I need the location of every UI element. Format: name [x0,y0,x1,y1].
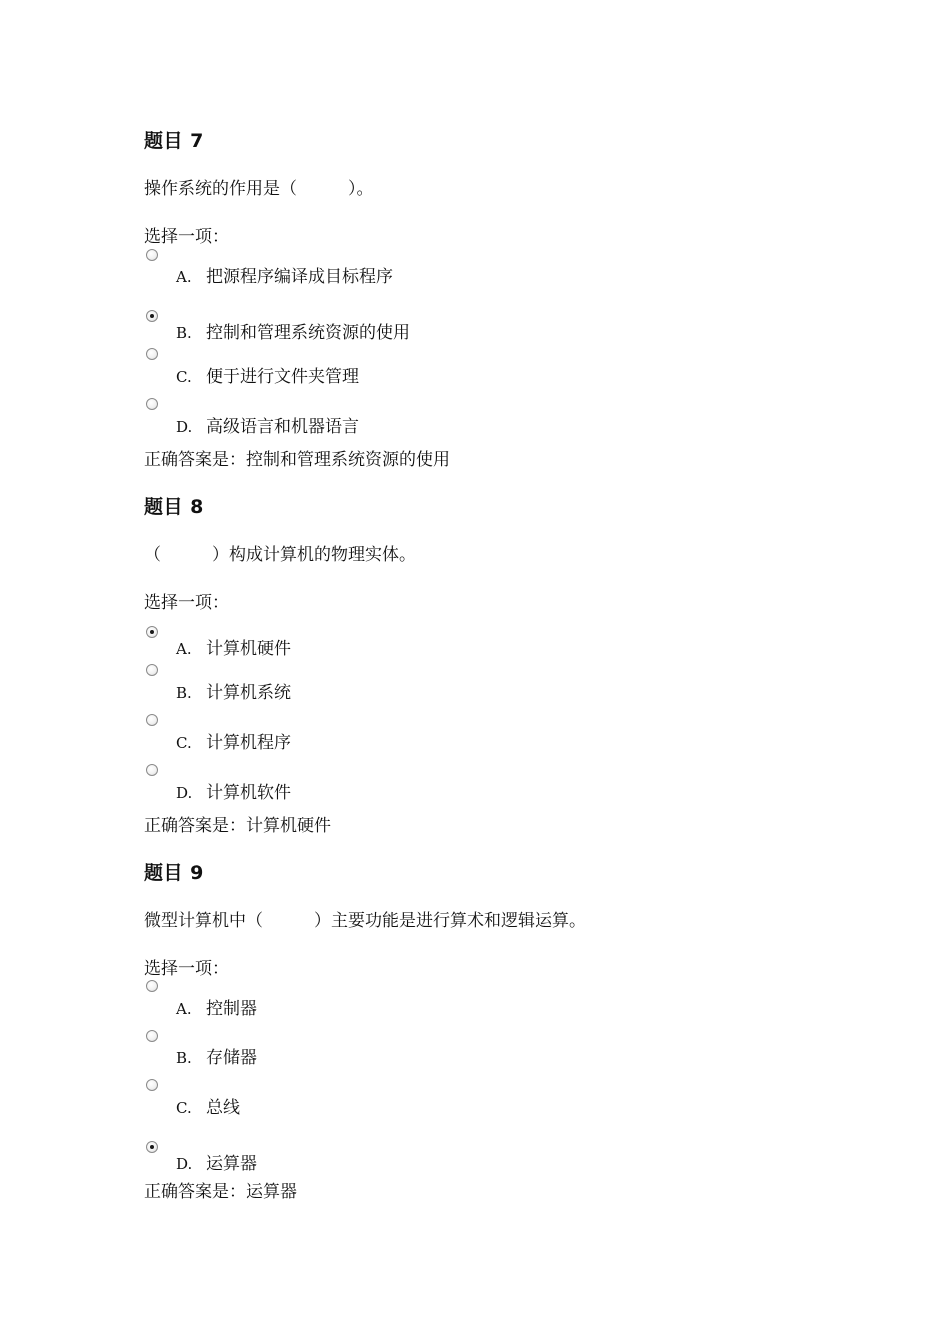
radio-option-a[interactable] [146,249,158,261]
option-text: 计算机硬件 [206,639,291,659]
option-text: 计算机系统 [206,683,291,703]
option-text: 控制和管理系统资源的使用 [206,323,410,343]
option-label[interactable] [176,362,359,387]
question-title: 题目 7 [144,130,204,152]
radio-option-b[interactable] [146,310,158,322]
option-letter: B. [176,684,192,702]
option-label[interactable] [176,994,257,1019]
option-letter: C. [176,734,192,752]
option-text: 把源程序编译成目标程序 [206,267,393,287]
option-letter: B. [176,324,192,342]
correct-answer [144,1177,297,1202]
answer-prefix: 正确答案是： [144,816,246,836]
choose-one-label: 选择一项： [144,593,229,613]
radio-option-b[interactable] [146,664,158,676]
option-label[interactable] [176,778,291,803]
answer-prefix: 正确答案是： [144,1182,246,1202]
option-label[interactable] [176,728,291,753]
option-text: 存储器 [206,1048,257,1068]
radio-option-a[interactable] [146,626,158,638]
radio-option-b[interactable] [146,1030,158,1042]
option-text: 总线 [206,1098,240,1118]
option-text: 计算机程序 [206,733,291,753]
option-letter: A. [176,640,192,658]
option-label[interactable] [176,262,393,287]
choose-one-label: 选择一项： [144,227,229,247]
answer-text: 计算机硬件 [246,816,331,836]
answer-text: 控制和管理系统资源的使用 [246,450,450,470]
radio-option-a[interactable] [146,980,158,992]
radio-option-d[interactable] [146,764,158,776]
option-letter: C. [176,368,192,386]
option-label[interactable] [176,1149,257,1174]
option-letter: D. [176,418,193,436]
option-letter: A. [176,268,192,286]
option-text: 便于进行文件夹管理 [206,367,359,387]
choose-one-label: 选择一项： [144,959,229,979]
correct-answer [144,445,450,470]
radio-option-c[interactable] [146,1079,158,1091]
option-letter: B. [176,1049,192,1067]
question-title: 题目 8 [144,496,204,518]
option-letter: A. [176,1000,192,1018]
answer-text: 运算器 [246,1182,297,1202]
option-letter: D. [176,784,193,802]
radio-option-d[interactable] [146,398,158,410]
option-label[interactable] [176,634,291,659]
option-letter: C. [176,1099,192,1117]
option-text: 运算器 [206,1154,257,1174]
option-label[interactable] [176,678,291,703]
question-text: 微型计算机中（ ）主要功能是进行算术和逻辑运算。 [144,911,586,931]
radio-option-d[interactable] [146,1141,158,1153]
correct-answer [144,811,331,836]
radio-option-c[interactable] [146,714,158,726]
radio-option-c[interactable] [146,348,158,360]
question-title: 题目 9 [144,862,204,884]
question-text: （ ）构成计算机的物理实体。 [144,545,416,565]
answer-prefix: 正确答案是： [144,450,246,470]
option-text: 高级语言和机器语言 [206,417,359,437]
option-label[interactable] [176,412,359,437]
option-text: 控制器 [206,999,257,1019]
option-label[interactable] [176,1093,240,1118]
option-label[interactable] [176,318,410,343]
option-label[interactable] [176,1043,257,1068]
option-letter: D. [176,1155,193,1173]
option-text: 计算机软件 [206,783,291,803]
question-text: 操作系统的作用是（ ）。 [144,179,374,199]
